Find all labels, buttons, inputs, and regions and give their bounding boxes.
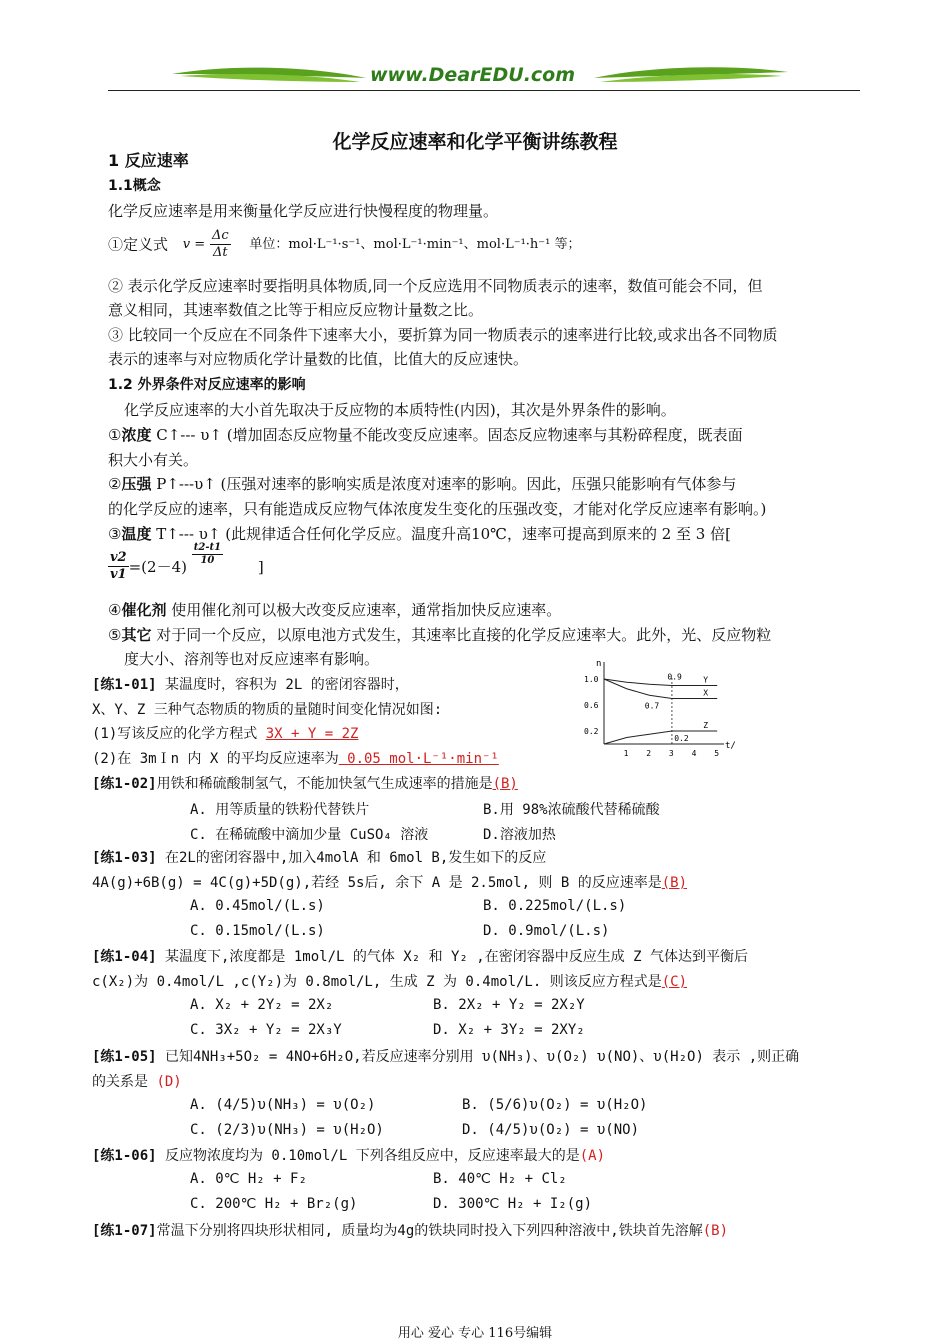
- paragraph: 表示的速率与对应物质化学计量数的比值，比值大的反应速快。: [108, 350, 529, 368]
- option-d[interactable]: D. (4/5)υ(O₂) = υ(NO): [462, 1122, 640, 1138]
- option-c[interactable]: C. (2/3)υ(NH₃) = υ(H₂O): [190, 1122, 384, 1138]
- y-tick-label: 1.0: [584, 675, 599, 684]
- amount-time-chart: [582, 658, 736, 758]
- site-logo: www.DearEDU.com: [370, 64, 576, 86]
- subsection-heading: 1.1概念: [108, 178, 161, 194]
- option-d[interactable]: D. 0.9mol/(L.s): [483, 923, 610, 939]
- exponent-fraction: $\frac{t2-t1}{10}$: [193, 542, 222, 566]
- formula-line: [108, 228, 581, 268]
- series-line-z: [604, 731, 717, 744]
- formula-denominator: Δt: [212, 245, 228, 260]
- y-tick-label: 0.6: [584, 701, 599, 710]
- option-a[interactable]: A. (4/5)υ(NH₃) = υ(O₂): [190, 1097, 376, 1113]
- section-heading: 1 反应速率: [108, 151, 189, 170]
- leaf-swoosh-right-icon: [590, 60, 790, 92]
- option-c[interactable]: C. 200℃ H₂ + Br₂(g): [190, 1196, 358, 1212]
- option-b[interactable]: B. 0.225mol/(L.s): [483, 898, 627, 914]
- paragraph: 意义相同，其速率数值之比等于相应反应物计量数之比。: [108, 301, 484, 319]
- paragraph: 的化学反应的速率，只有能造成反应物气体浓度发生变化的压强改变，才能对化学反应速率有影响。): [108, 500, 767, 518]
- paragraph: 度大小、溶剂等也对反应速率有影响。: [124, 650, 380, 668]
- leaf-swoosh-left-icon: [170, 60, 370, 92]
- condition-catalyst: ④催化剂 使用催化剂可以极大改变反应速率，通常指加快反应速率。: [108, 601, 562, 619]
- condition-temperature: ③温度 T↑--- υ↑ (此规律适合任何化学反应。温度升高10℃，速率可提高到原来的 2 至 3 倍[: [108, 525, 731, 543]
- option-c[interactable]: C. 0.15mol/(L.s): [190, 923, 325, 939]
- option-a[interactable]: A. X₂ + 2Y₂ = 2X₂: [190, 997, 334, 1013]
- header-rule: [108, 90, 860, 91]
- paragraph: 化学反应速率的大小首先取决于反应物的本质特性(内因)，其次是外界条件的影响。: [124, 401, 676, 419]
- paragraph: ③ 比较同一个反应在不同条件下速率大小，要折算为同一物质表示的速率进行比较,或求出各不同物质: [108, 326, 778, 344]
- formula-prefix: ①定义式: [108, 235, 169, 254]
- paragraph: 化学反应速率是用来衡量化学反应进行快慢程度的物理量。: [108, 202, 499, 220]
- y-tick-label: 0.2: [584, 727, 599, 736]
- y-axis-label: n: [596, 659, 602, 669]
- header-banner: [170, 60, 800, 92]
- x-tick-label: 4: [691, 749, 697, 758]
- option-b[interactable]: B. 2X₂ + Y₂ = 2X₂Y: [433, 997, 585, 1013]
- option-a[interactable]: A. 0.45mol/(L.s): [190, 898, 325, 914]
- page-title: 化学反应速率和化学平衡讲练教程: [332, 131, 618, 153]
- option-d[interactable]: D. X₂ + 3Y₂ = 2XY₂: [433, 1022, 585, 1038]
- subsection-heading: 1.2 外界条件对反应速率的影响: [108, 377, 306, 393]
- option-a[interactable]: A. 0℃ H₂ + F₂: [190, 1171, 307, 1187]
- condition-pressure: ②压强 P↑---υ↑ (压强对速率的影响实质是浓度对速率的影响。因此，压强只能影响有气体参与: [108, 475, 737, 493]
- annotation-label: 0.7: [644, 701, 660, 711]
- annotation-label: 0.9: [667, 672, 682, 682]
- option-d[interactable]: D.溶液加热: [483, 827, 556, 843]
- x-tick-label: 5: [714, 749, 720, 758]
- series-label-z: Z: [703, 721, 709, 730]
- option-b[interactable]: B.用 98%浓硫酸代替稀硫酸: [483, 802, 660, 818]
- formula-lhs: v =: [182, 236, 206, 252]
- paragraph: ② 表示化学反应速率时要指明具体物质,同一个反应选用不同物质表示的速率，数值可能会不同，但: [108, 277, 763, 295]
- x-tick-label: 3: [668, 749, 674, 758]
- series-line-y: [604, 679, 717, 686]
- x-tick-label: 2: [646, 749, 652, 758]
- option-b[interactable]: B. (5/6)υ(O₂) = υ(H₂O): [462, 1097, 648, 1113]
- condition-concentration: ①浓度 C↑--- υ↑ (增加固态反应物量不能改变反应速率。固态反应物速率与其粉碎程度，既表面: [108, 426, 743, 444]
- condition-other: ⑤其它 对于同一个反应，以原电池方式发生，其速率比直接的化学反应速率大。此外，光、反应物粒: [108, 626, 772, 644]
- x-axis-label: t/: [725, 741, 736, 751]
- option-d[interactable]: D. 300℃ H₂ + I₂(g): [433, 1196, 593, 1212]
- formula-units: 单位：mol·L⁻¹·s⁻¹、mol·L⁻¹·min⁻¹、mol·L⁻¹·h⁻¹ 等；: [249, 236, 581, 252]
- option-c[interactable]: C. 在稀硫酸中滴加少量 CuSO₄ 溶液: [190, 827, 429, 843]
- series-label-x: X: [703, 688, 709, 698]
- formula-numerator: Δc: [211, 228, 229, 243]
- page-footer: 用心 爱心 专心 116号编辑: [397, 1326, 553, 1341]
- series-label-y: Y: [703, 675, 709, 685]
- option-b[interactable]: B. 40℃ H₂ + Cl₂: [433, 1171, 567, 1187]
- temperature-formula: $\frac{v2}{v1}$ =(2－4) $\frac{t2-t1}{10}$ ]: [110, 542, 264, 582]
- option-c[interactable]: C. 3X₂ + Y₂ = 2X₃Y: [190, 1022, 342, 1038]
- paragraph: 积大小有关。: [108, 451, 199, 469]
- annotation-label: 0.2: [674, 734, 689, 743]
- x-tick-label: 1: [623, 749, 629, 758]
- formula-fraction: [210, 228, 231, 261]
- option-a[interactable]: A. 用等质量的铁粉代替铁片: [190, 802, 370, 818]
- rate-ratio: $\frac{v2}{v1}$: [110, 550, 127, 582]
